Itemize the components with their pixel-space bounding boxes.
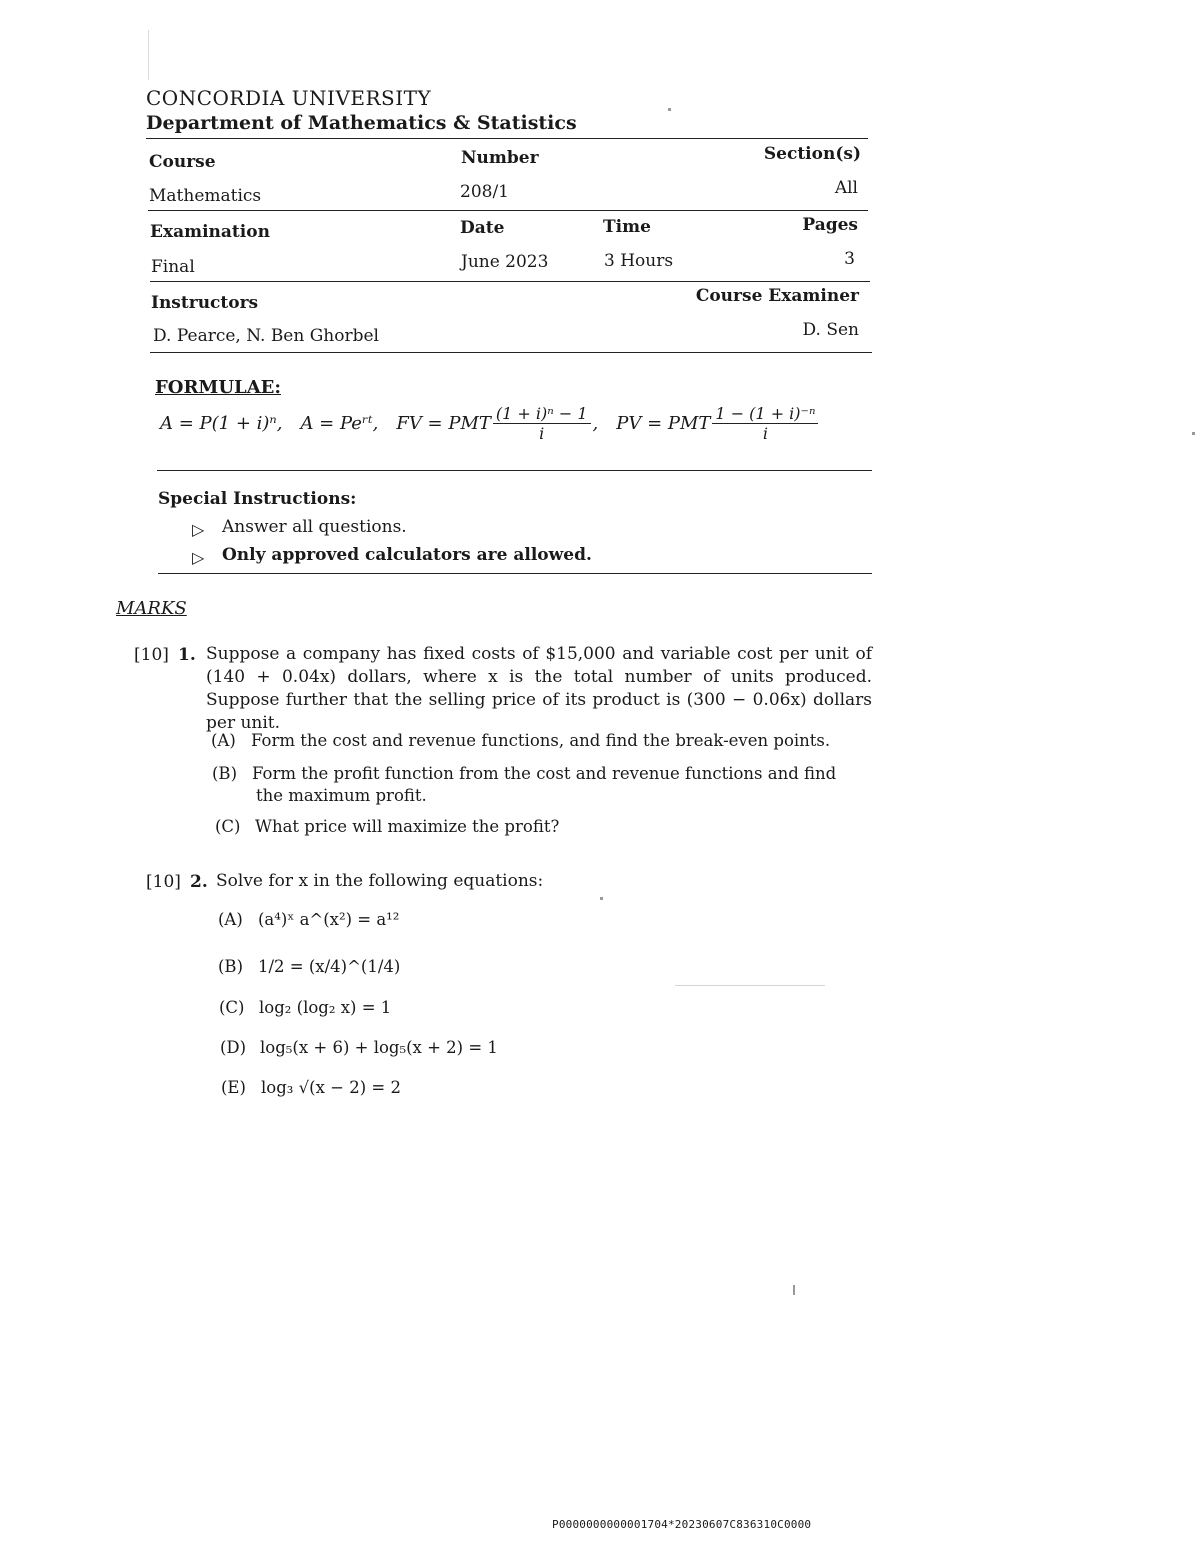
formula-row: A = P(1 + i)ⁿ, A = Peʳᵗ, FV = PMT $\frac{\text{(1 + i)ⁿ − 1}}{i}$ , PV = PMT $\frac{\text{1 − (1 + i)⁻ⁿ}}{i}$: [160, 404, 820, 443]
divider: [148, 210, 868, 211]
university-name: CONCORDIA UNIVERSITY: [146, 86, 432, 110]
part-text: the maximum profit.: [256, 786, 427, 805]
question-part: [215, 817, 559, 836]
question-part: [218, 910, 399, 929]
time-label: Time: [603, 217, 651, 237]
divider: [150, 281, 870, 282]
bullet-icon: ▷: [192, 548, 205, 567]
part-label: (D): [220, 1038, 247, 1057]
part-label: (C): [215, 817, 241, 836]
sections-label: Section(s): [763, 144, 861, 164]
question-marks: [10]: [134, 645, 169, 665]
part-text: (a⁴)ˣ a^(x²) = a¹²: [258, 910, 400, 929]
formula-pv-fraction: [712, 404, 818, 443]
examination-value: Final: [151, 257, 195, 277]
formula-fv-numerator: (1 + i)ⁿ − 1: [493, 404, 591, 424]
divider: [157, 470, 872, 471]
scan-mark: [668, 108, 671, 111]
part-text: log₃ √(x − 2) = 2: [261, 1078, 401, 1097]
course-value: Mathematics: [149, 186, 262, 206]
part-text: log₂ (log₂ x) = 1: [259, 998, 392, 1017]
examiner-value: D. Sen: [802, 320, 859, 340]
examiner-label: Course Examiner: [695, 286, 859, 306]
question-part: [218, 957, 400, 976]
formula-continuous: A = Peʳᵗ,: [300, 413, 379, 434]
scan-mark: [148, 30, 149, 80]
instruction-item: Answer all questions.: [222, 517, 407, 537]
question-marks: [10]: [146, 872, 181, 892]
question-number: 2.: [190, 872, 208, 892]
scan-mark: [675, 985, 825, 986]
question-text: Solve for x in the following equations:: [216, 871, 544, 891]
number-value: 208/1: [460, 182, 509, 202]
special-instructions-title: Special Instructions:: [158, 489, 357, 509]
sections-value: All: [834, 178, 858, 198]
question-part: [219, 998, 391, 1017]
part-text: Form the profit function from the cost and revenue functions and find: [252, 764, 837, 783]
part-label: (C): [219, 998, 245, 1017]
instruction-item: Only approved calculators are allowed.: [222, 545, 592, 565]
part-label: (E): [221, 1078, 246, 1097]
department-name: Department of Mathematics & Statistics: [146, 112, 577, 134]
formula-fv-left: FV = PMT: [396, 413, 491, 434]
question-part: [221, 1078, 401, 1097]
question-part: [220, 1038, 498, 1057]
question-part: [211, 731, 830, 750]
part-text: 1/2 = (x/4)^(1/4): [258, 957, 401, 976]
question-part: [212, 764, 836, 783]
marks-label: MARKS: [116, 598, 187, 619]
part-label: (A): [218, 910, 243, 929]
divider: [150, 352, 872, 353]
formulae-title: FORMULAE:: [155, 377, 282, 398]
number-label: Number: [461, 148, 539, 168]
divider: [146, 138, 868, 139]
date-label: Date: [460, 218, 505, 238]
part-label: (B): [218, 957, 243, 976]
instructors-label: Instructors: [151, 293, 259, 313]
part-label: (A): [211, 731, 236, 750]
part-text: log₅(x + 6) + log₅(x + 2) = 1: [260, 1038, 498, 1057]
date-value: June 2023: [461, 252, 549, 272]
examination-label: Examination: [150, 222, 270, 242]
formula-fv-denominator: i: [539, 424, 545, 443]
scan-mark: [600, 897, 603, 900]
formula-pv-numerator: 1 − (1 + i)⁻ⁿ: [712, 404, 818, 424]
scan-mark: [1192, 432, 1195, 435]
part-text: What price will maximize the profit?: [255, 817, 560, 836]
time-value: 3 Hours: [604, 251, 674, 271]
bullet-icon: ▷: [192, 520, 205, 539]
formula-compound: A = P(1 + i)ⁿ,: [160, 413, 283, 434]
formula-fv-fraction: [493, 404, 591, 443]
scan-barcode-text: P0000000000001704*20230607C836310C0000: [552, 1518, 812, 1531]
question-part-continued: [212, 786, 427, 805]
pages-label: Pages: [802, 215, 858, 235]
instructors-value: D. Pearce, N. Ben Ghorbel: [153, 326, 379, 346]
part-label: (B): [212, 764, 237, 783]
formula-pv-denominator: i: [762, 424, 768, 443]
course-label: Course: [149, 152, 216, 172]
formula-pv-left: PV = PMT: [616, 413, 711, 434]
pages-value: 3: [844, 249, 855, 269]
part-text: Form the cost and revenue functions, and find the break-even points.: [251, 731, 831, 750]
scan-mark: [793, 1285, 795, 1295]
divider: [158, 573, 872, 574]
question-number: 1.: [178, 645, 196, 665]
question-text: Suppose a company has fixed costs of $15,000 and variable cost per unit of (140 + 0.04x) dollars, where x is the total number of units produced. Suppose further that the selling price of its product is (300 − 0.06x) dollars per unit.: [206, 644, 872, 733]
